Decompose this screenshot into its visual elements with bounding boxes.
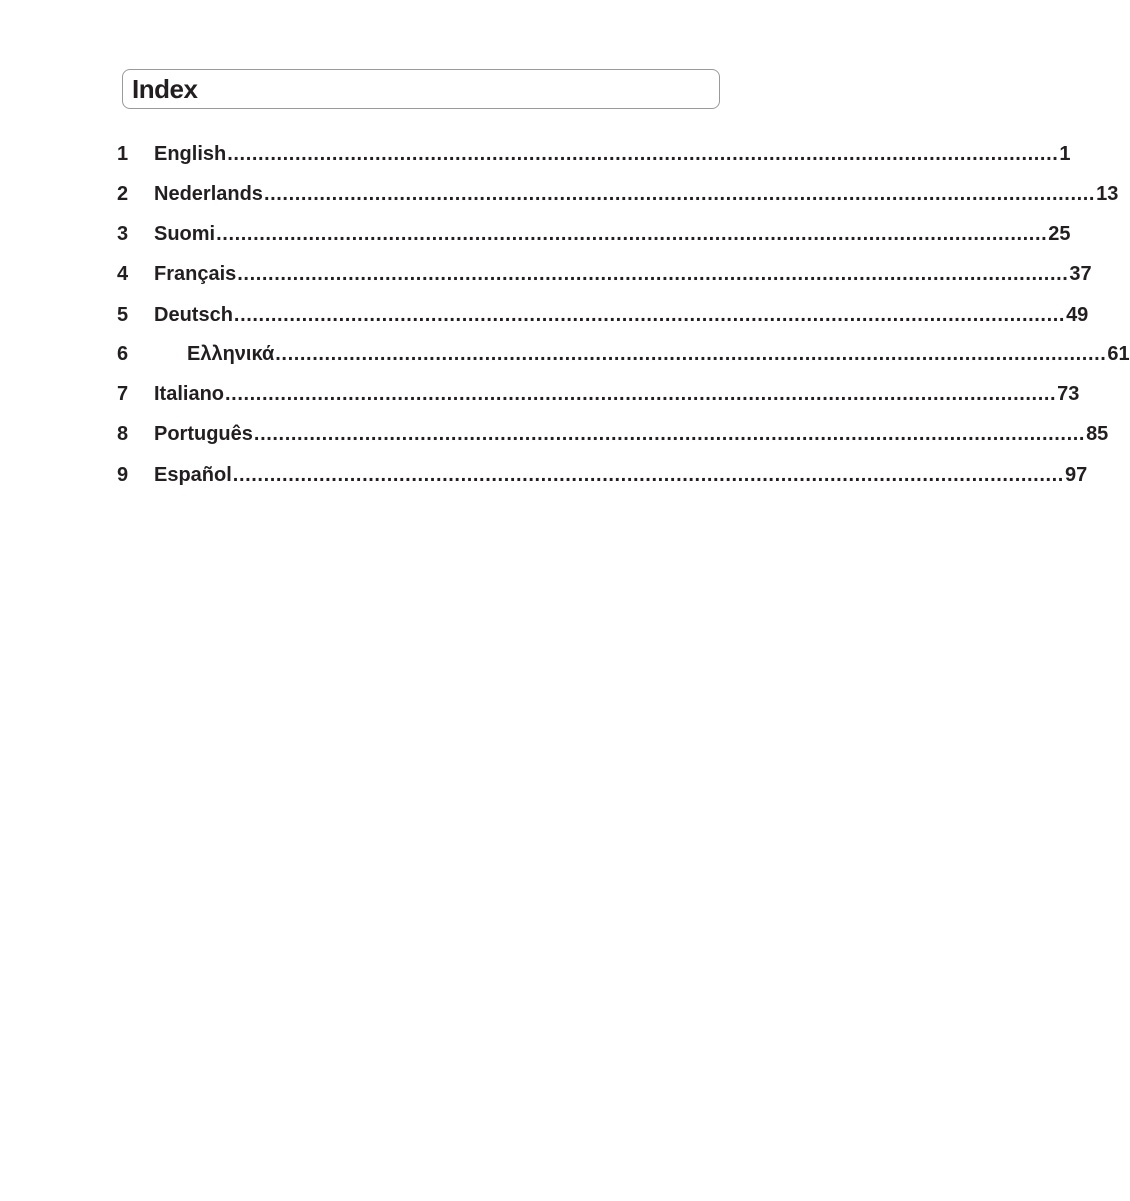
toc-row-greek[interactable]	[0, 341, 1130, 367]
dot-leader: .......................................................................................................................................	[275, 343, 1107, 365]
dot-leader: .......................................................................................................................................	[216, 223, 1048, 245]
toc-page-number: 37	[1069, 263, 1092, 285]
toc-row-english[interactable]	[0, 141, 1071, 167]
toc-entry[interactable]	[154, 462, 1088, 488]
toc-entry[interactable]	[154, 302, 1089, 328]
toc-label: Italiano	[154, 383, 225, 405]
toc-page-number: 1	[1059, 143, 1071, 165]
toc-row-deutsch[interactable]	[0, 302, 1089, 328]
toc-row-italiano[interactable]	[0, 381, 1080, 407]
toc-row-francais[interactable]	[0, 261, 1092, 287]
toc-number: 2	[117, 183, 129, 205]
toc-number: 3	[117, 223, 129, 245]
toc-label: English	[154, 143, 227, 165]
toc-entry[interactable]	[154, 141, 1071, 167]
toc-label: Nederlands	[154, 183, 263, 205]
toc-label: Suomi	[154, 223, 216, 245]
toc-entry[interactable]	[154, 221, 1071, 247]
toc-page-number: 49	[1066, 304, 1089, 326]
toc-page-number: 73	[1057, 383, 1080, 405]
toc-label: Português	[154, 423, 253, 445]
toc-number: 5	[117, 304, 129, 326]
toc-number: 7	[117, 383, 129, 405]
toc-number: 4	[117, 263, 129, 285]
dot-leader: .......................................................................................................................................	[253, 423, 1086, 445]
dot-leader: .......................................................................................................................................	[227, 143, 1059, 165]
toc-label: Deutsch	[154, 304, 233, 326]
toc-entry[interactable]	[154, 261, 1092, 287]
dot-leader: .......................................................................................................................................	[233, 304, 1066, 326]
toc-number: 9	[117, 464, 129, 486]
index-title-box	[122, 69, 720, 109]
toc-page-number: 97	[1064, 464, 1088, 486]
toc-number: 6	[117, 343, 129, 365]
toc-page-number: 25	[1048, 223, 1071, 245]
toc-page-number: 13	[1096, 183, 1119, 205]
dot-leader: .......................................................................................................................................	[263, 183, 1096, 205]
toc-number: 8	[117, 423, 129, 445]
toc-row-nederlands[interactable]	[0, 181, 1119, 207]
toc-page-number: 85	[1086, 423, 1109, 445]
toc-label: Español	[154, 464, 232, 486]
dot-leader: .......................................................................................................................................	[237, 263, 1069, 285]
toc-entry[interactable]	[154, 421, 1109, 447]
toc-row-suomi[interactable]	[0, 221, 1071, 247]
toc-number: 1	[117, 143, 129, 165]
toc-label: Français	[154, 263, 237, 285]
toc-row-espanol[interactable]	[0, 462, 1088, 488]
toc-row-portugues[interactable]	[0, 421, 1109, 447]
toc-entry[interactable]	[187, 341, 1130, 367]
toc-page-number: 61	[1107, 343, 1130, 365]
dot-leader: .......................................................................................................................................	[225, 383, 1057, 405]
toc-entry[interactable]	[154, 181, 1119, 207]
toc-label: Ελληνικά	[187, 343, 275, 365]
toc-entry[interactable]	[154, 381, 1080, 407]
dot-leader: .......................................................................................................................................	[232, 464, 1064, 486]
page-title: Index	[132, 74, 198, 104]
